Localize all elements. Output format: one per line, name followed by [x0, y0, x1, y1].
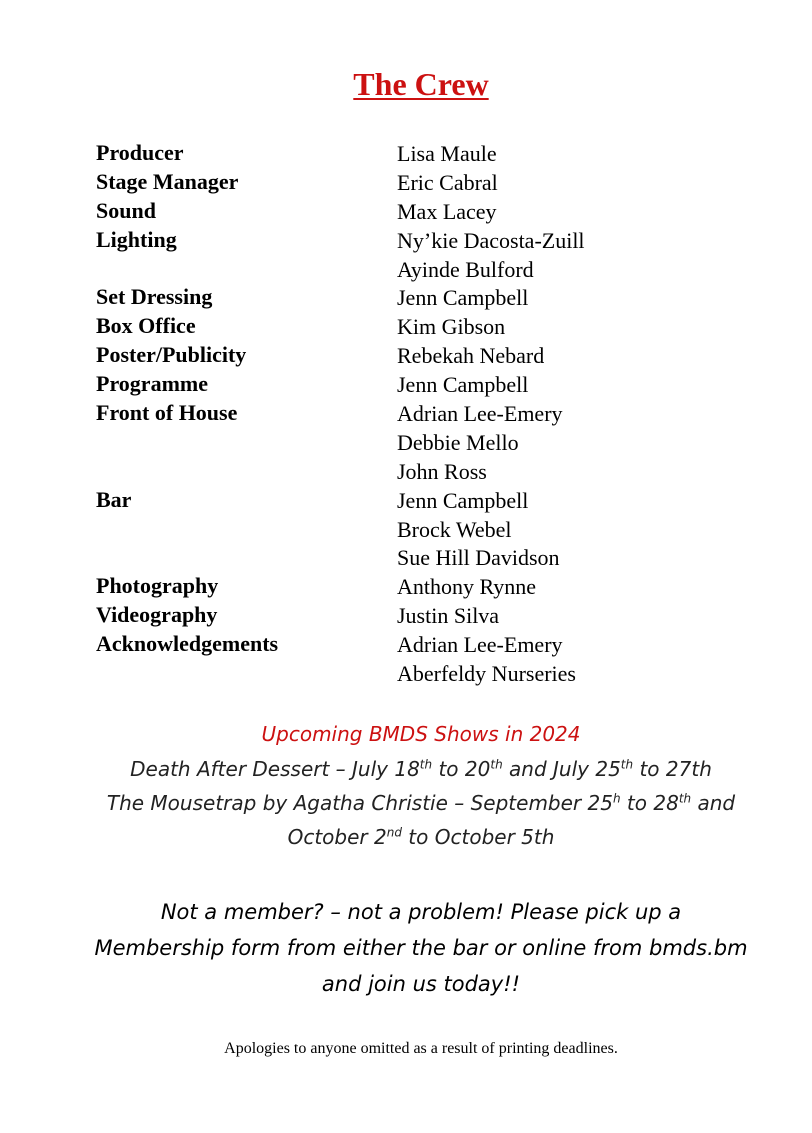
membership-notice: [0, 894, 812, 1002]
crew-entry: [96, 198, 716, 227]
crew-entry: [96, 342, 716, 371]
crew-name: Lisa Maule: [397, 141, 497, 166]
show-text: and July 25: [502, 757, 621, 781]
crew-role: Videography: [96, 602, 218, 628]
crew-name: John Ross: [397, 458, 487, 484]
crew-name: Brock Webel: [397, 516, 512, 542]
page-title: The Crew: [353, 66, 489, 102]
show-text: to 27th: [633, 757, 712, 781]
crew-entry: [96, 371, 716, 400]
ordinal-suffix: th: [419, 757, 433, 772]
show-text: The Mousetrap by Agatha Christie – September 25: [106, 791, 613, 815]
membership-line: Not a member? – not a problem! Please pick up a: [160, 900, 682, 924]
shows-heading: Upcoming BMDS Shows in 2024: [261, 722, 581, 746]
ordinal-suffix: nd: [386, 825, 402, 840]
ordinal-suffix: h: [612, 791, 621, 806]
crew-name: Sue Hill Davidson: [397, 545, 560, 571]
crew-name: Anthony Rynne: [397, 574, 537, 600]
show-death-after-dessert: [0, 752, 812, 786]
show-mousetrap: [0, 786, 812, 820]
ordinal-suffix: th: [678, 791, 692, 806]
crew-role: Front of House: [96, 400, 238, 426]
crew-entry: [96, 573, 716, 602]
crew-entry: [96, 602, 716, 631]
crew-role: Photography: [96, 573, 219, 599]
crew-entry: [96, 169, 716, 198]
crew-list: [96, 140, 716, 689]
crew-role: Stage Manager: [96, 168, 239, 194]
crew-name: Ayinde Bulford: [397, 256, 534, 282]
crew-entry: [96, 140, 716, 169]
membership-line: and join us today!!: [321, 972, 521, 996]
apology-note: Apologies to anyone omitted as a result of printing deadlines.: [224, 1040, 618, 1057]
crew-name: Jenn Campbell: [397, 285, 529, 311]
crew-entry: [96, 227, 716, 285]
crew-role: Box Office: [96, 313, 196, 339]
ordinal-suffix: th: [490, 757, 503, 772]
crew-name: Aberfeldy Nurseries: [397, 661, 576, 687]
crew-entry: [96, 487, 716, 574]
show-text: and: [691, 791, 736, 815]
show-text: Death After Dessert – July 18: [130, 757, 420, 781]
crew-role: Set Dressing: [96, 284, 213, 310]
crew-name: Ny’kie Dacosta-Zuill: [397, 227, 585, 253]
show-text: October 2: [287, 825, 387, 849]
crew-role: Lighting: [96, 226, 177, 252]
crew-role: Acknowledgements: [96, 631, 279, 657]
crew-entry: [96, 631, 716, 689]
crew-name: Max Lacey: [397, 198, 497, 224]
crew-entry: [96, 400, 716, 487]
show-text: to October 5th: [401, 825, 555, 849]
crew-name: Justin Silva: [397, 603, 500, 629]
crew-name: Jenn Campbell: [397, 372, 529, 398]
crew-name: Kim Gibson: [397, 314, 506, 340]
crew-name: Rebekah Nebard: [397, 343, 545, 369]
ordinal-suffix: th: [620, 757, 634, 772]
crew-role: Sound: [96, 197, 156, 223]
crew-role: Bar: [96, 486, 132, 512]
crew-name: Debbie Mello: [397, 429, 519, 455]
crew-role: Poster/Publicity: [96, 342, 247, 368]
show-text: to 28: [620, 791, 679, 815]
membership-line: Membership form from either the bar or online from bmds.bm: [94, 936, 748, 960]
crew-name: Adrian Lee-Emery: [397, 401, 563, 427]
crew-entry: [96, 313, 716, 342]
crew-name: Eric Cabral: [397, 169, 498, 195]
crew-role: Producer: [96, 140, 184, 165]
show-text: to 20: [432, 757, 491, 781]
crew-name: Adrian Lee-Emery: [397, 632, 563, 658]
show-mousetrap-dates: [0, 820, 812, 854]
upcoming-shows: [0, 716, 812, 854]
crew-role: Programme: [96, 371, 208, 397]
crew-name: Jenn Campbell: [397, 487, 529, 513]
crew-entry: [96, 284, 716, 313]
